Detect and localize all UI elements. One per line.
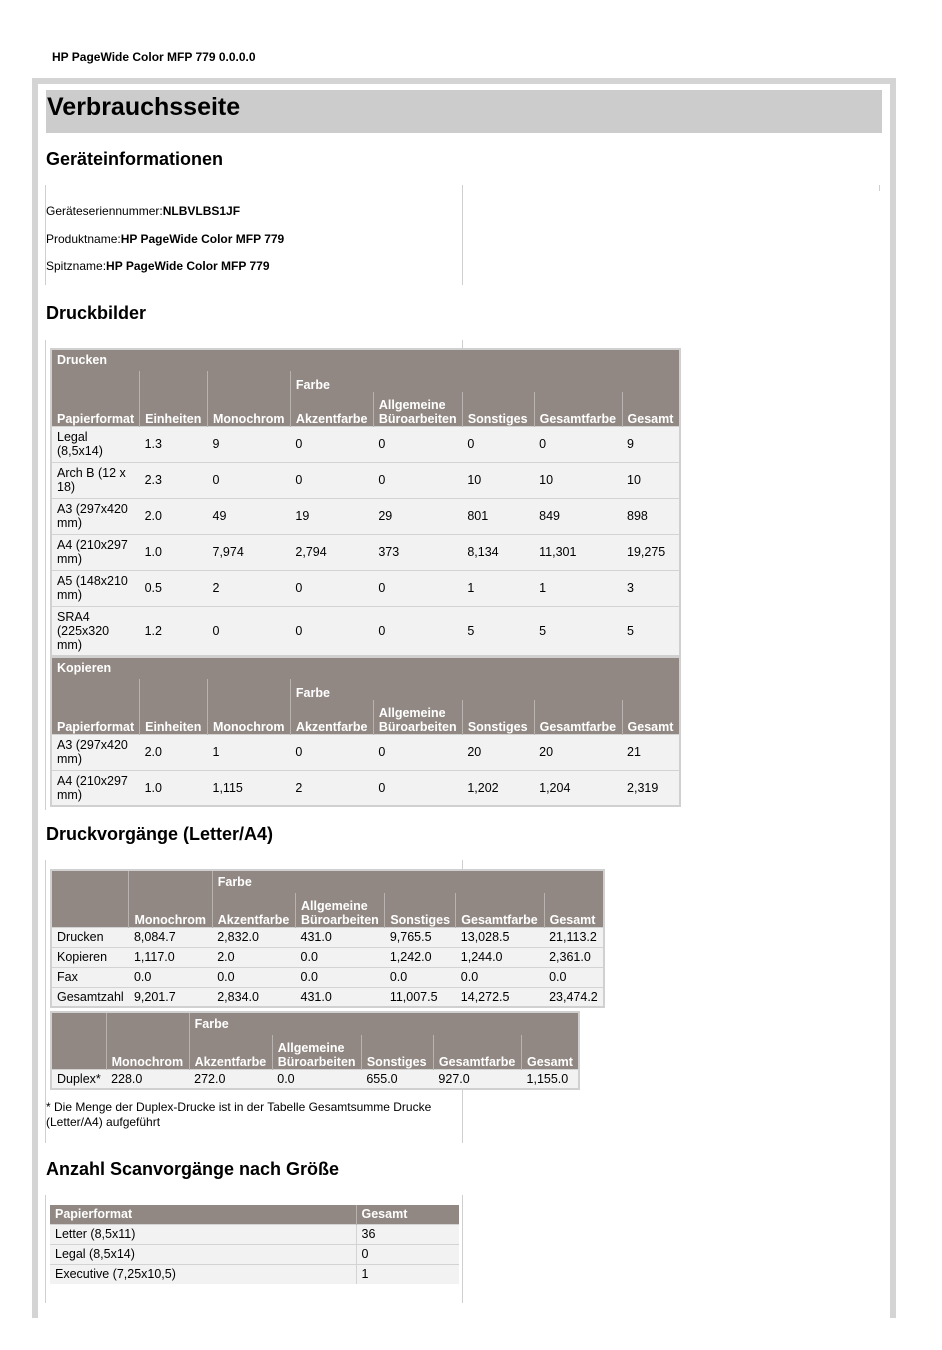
col-header-farbe: Farbe: [189, 1012, 579, 1035]
druckbilder-drucken-table: [50, 348, 681, 657]
col-header-allgemeine: Allgemeine Büroarbeiten: [296, 893, 385, 927]
table-row: [51, 1069, 579, 1089]
col-header-sonstiges: Sonstiges: [462, 392, 534, 426]
table-cell: 2.0: [140, 734, 208, 770]
col-header-akzentfarbe: Akzentfarbe: [290, 700, 373, 734]
col-header-gesamtfarbe: Gesamtfarbe: [534, 392, 622, 426]
table-cell: 1,202: [462, 770, 534, 806]
row-label: Duplex*: [51, 1069, 106, 1089]
table-cell: 2.0: [140, 498, 208, 534]
table-row: [51, 534, 680, 570]
col-header-farbe: Farbe: [290, 371, 680, 392]
table-cell: 1.2: [140, 606, 208, 656]
col-header-gesamt: Gesamt: [522, 1035, 579, 1069]
table-cell: 2,832.0: [212, 927, 295, 947]
table-cell: 2,794: [290, 534, 373, 570]
table-cell: 2,361.0: [544, 947, 604, 967]
col-header-monochrom: Monochrom: [208, 679, 291, 734]
serial-label: Geräteseriennummer:: [46, 204, 163, 218]
table-cell: 0: [290, 734, 373, 770]
row-label: A4 (210x297 mm): [51, 534, 140, 570]
col-header-einheiten: Einheiten: [140, 371, 208, 426]
row-label: Letter (8,5x11): [50, 1224, 356, 1244]
divider: [45, 1195, 46, 1303]
table-cell: 1,204: [534, 770, 622, 806]
table-row: [51, 770, 680, 806]
col-header-gesamt: Gesamt: [356, 1205, 459, 1224]
table-cell: 8,134: [462, 534, 534, 570]
row-label: A4 (210x297 mm): [51, 770, 140, 806]
model-title: HP PageWide Color MFP 779 0.0.0.0: [52, 50, 256, 64]
table-row: [51, 927, 604, 947]
table-cell: 0: [373, 606, 462, 656]
table-row: [51, 947, 604, 967]
table-cell: 801: [462, 498, 534, 534]
druckbilder-title: Druckbilder: [46, 303, 147, 323]
table-cell: 19,275: [622, 534, 680, 570]
table-cell: 13,028.5: [456, 927, 544, 947]
serial-value: NLBVLBS1JF: [162, 204, 241, 218]
table-cell: 20: [534, 734, 622, 770]
col-header-monochrom: Monochrom: [106, 1012, 189, 1069]
divider: [462, 185, 463, 285]
table-row: [51, 987, 604, 1007]
col-header-akzentfarbe: Akzentfarbe: [290, 392, 373, 426]
table-cell: 2.0: [212, 947, 295, 967]
druckvorgaenge-table: [50, 869, 605, 1008]
col-header-papierformat: Papierformat: [51, 679, 140, 734]
col-header-allgemeine: Allgemeine Büroarbeiten: [272, 1035, 361, 1069]
table-row: [51, 498, 680, 534]
col-header-allgemeine: Allgemeine Büroarbeiten: [373, 392, 462, 426]
table-row: [51, 967, 604, 987]
nickname-line: [46, 259, 270, 273]
table-cell: 2.3: [140, 462, 208, 498]
table-cell: 1: [462, 570, 534, 606]
table-row: [51, 570, 680, 606]
table-cell: 23,474.2: [544, 987, 604, 1007]
divider: [462, 1195, 463, 1303]
table-cell: 655.0: [361, 1069, 433, 1089]
table-cell: 1,242.0: [385, 947, 456, 967]
table-row: [50, 1224, 459, 1244]
table-cell: 1: [534, 570, 622, 606]
col-header-farbe: Farbe: [212, 870, 604, 893]
table-cell: 9,765.5: [385, 927, 456, 947]
table-cell: 0: [290, 426, 373, 462]
col-header-papierformat: Papierformat: [51, 371, 140, 426]
table-cell: 0.0: [212, 967, 295, 987]
col-header-sonstiges: Sonstiges: [462, 700, 534, 734]
table-cell: 29: [373, 498, 462, 534]
col-header-monochrom: Monochrom: [208, 371, 291, 426]
table-cell: 49: [208, 498, 291, 534]
col-header-farbe: Farbe: [290, 679, 680, 700]
druckvorgaenge-title: Druckvorgänge (Letter/A4): [46, 824, 274, 844]
table-cell: 2,319: [622, 770, 680, 806]
divider: [462, 1090, 463, 1143]
row-label: A3 (297x420 mm): [51, 498, 140, 534]
table-cell: 0: [290, 570, 373, 606]
table-cell: 7,974: [208, 534, 291, 570]
table-cell: 0: [373, 570, 462, 606]
col-header-gesamt: Gesamt: [544, 893, 604, 927]
col-header-sonstiges: Sonstiges: [361, 1035, 433, 1069]
table-cell: 0.0: [456, 967, 544, 987]
table-row: [50, 1244, 459, 1264]
nickname-label: Spitzname:: [46, 259, 107, 273]
table-cell: 21: [622, 734, 680, 770]
table-cell: 1,115: [208, 770, 291, 806]
table-cell: 0: [373, 734, 462, 770]
col-header-akzentfarbe: Akzentfarbe: [212, 893, 295, 927]
table-cell: 898: [622, 498, 680, 534]
row-label: Arch B (12 x 18): [51, 462, 140, 498]
col-header-gesamt: Gesamt: [622, 700, 680, 734]
druckbilder-kopieren-table: [50, 656, 681, 807]
table-row: [50, 1264, 459, 1284]
col-header-allgemeine: Allgemeine Büroarbeiten: [373, 700, 462, 734]
table-cell: 1: [356, 1264, 459, 1284]
col-header-monochrom: Monochrom: [129, 870, 212, 927]
col-header-empty: [51, 870, 129, 927]
product-value: HP PageWide Color MFP 779: [120, 232, 285, 246]
table-cell: 228.0: [106, 1069, 189, 1089]
col-header-akzentfarbe: Akzentfarbe: [189, 1035, 272, 1069]
table-cell: 0: [290, 606, 373, 656]
col-header-papierformat: Papierformat: [50, 1205, 356, 1224]
table-cell: 5: [534, 606, 622, 656]
table-cell: 0.0: [544, 967, 604, 987]
device-info-title: Geräteinformationen: [46, 149, 224, 169]
row-label: Kopieren: [51, 947, 129, 967]
table-row: [51, 462, 680, 498]
col-header-gesamtfarbe: Gesamtfarbe: [456, 893, 544, 927]
table-row: [51, 426, 680, 462]
table-cell: 8,084.7: [129, 927, 212, 947]
table-cell: 2,834.0: [212, 987, 295, 1007]
table-row: [51, 606, 680, 656]
table-cell: 20: [462, 734, 534, 770]
table-cell: 849: [534, 498, 622, 534]
table-cell: 19: [290, 498, 373, 534]
row-label: SRA4 (225x320 mm): [51, 606, 140, 656]
table-cell: 10: [622, 462, 680, 498]
table-cell: 9,201.7: [129, 987, 212, 1007]
table-cell: 2: [290, 770, 373, 806]
col-header-gesamt: Gesamt: [622, 392, 680, 426]
table-cell: 0: [373, 770, 462, 806]
table-cell: 0: [290, 462, 373, 498]
divider: [879, 185, 880, 191]
table-cell: 9: [622, 426, 680, 462]
scan-title: Anzahl Scanvorgänge nach Größe: [46, 1159, 340, 1179]
page-title: Verbrauchsseite: [46, 90, 882, 133]
table-cell: 431.0: [296, 987, 385, 1007]
serial-number-line: [46, 204, 240, 218]
row-label: Executive (7,25x10,5): [50, 1264, 356, 1284]
col-header-gesamtfarbe: Gesamtfarbe: [534, 700, 622, 734]
table-cell: 0.5: [140, 570, 208, 606]
table-cell: 0.0: [296, 967, 385, 987]
table-cell: 927.0: [433, 1069, 521, 1089]
nickname-value: HP PageWide Color MFP 779: [106, 259, 270, 273]
row-label: A3 (297x420 mm): [51, 734, 140, 770]
table-cell: 272.0: [189, 1069, 272, 1089]
table-cell: 11,007.5: [385, 987, 456, 1007]
table-cell: 431.0: [296, 927, 385, 947]
duplex-table: [50, 1011, 580, 1090]
col-header-sonstiges: Sonstiges: [385, 893, 456, 927]
row-label: Legal (8,5x14): [50, 1244, 356, 1264]
row-label: Fax: [51, 967, 129, 987]
table-cell: 0.0: [296, 947, 385, 967]
table-cell: 1.0: [140, 770, 208, 806]
table-cell: 1.0: [140, 534, 208, 570]
table-cell: 0: [534, 426, 622, 462]
table-cell: 0: [373, 426, 462, 462]
table-cell: 11,301: [534, 534, 622, 570]
scan-table: [50, 1205, 459, 1284]
table-cell: 1,244.0: [456, 947, 544, 967]
table-cell: 0.0: [272, 1069, 361, 1089]
table-cell: 9: [208, 426, 291, 462]
table-cell: 0: [356, 1244, 459, 1264]
divider: [45, 340, 46, 810]
table-cell: 1,117.0: [129, 947, 212, 967]
col-header-gesamtfarbe: Gesamtfarbe: [433, 1035, 521, 1069]
table-cell: 10: [462, 462, 534, 498]
table-cell: 1,155.0: [522, 1069, 579, 1089]
col-header-empty: [51, 1012, 106, 1069]
table-cell: 36: [356, 1224, 459, 1244]
table-cell: 1: [208, 734, 291, 770]
product-name-line: [46, 232, 284, 246]
row-label: Legal (8,5x14): [51, 426, 140, 462]
table-row: [51, 734, 680, 770]
table-cell: 0: [462, 426, 534, 462]
table-cell: 0.0: [129, 967, 212, 987]
table-caption: Drucken: [51, 349, 680, 371]
row-label: Gesamtzahl: [51, 987, 129, 1007]
product-label: Produktname:: [46, 232, 121, 246]
table-cell: 0: [373, 462, 462, 498]
table-cell: 0.0: [385, 967, 456, 987]
table-cell: 373: [373, 534, 462, 570]
row-label: Drucken: [51, 927, 129, 947]
table-cell: 5: [622, 606, 680, 656]
table-cell: 0: [208, 606, 291, 656]
table-cell: 1.3: [140, 426, 208, 462]
table-cell: 14,272.5: [456, 987, 544, 1007]
col-header-einheiten: Einheiten: [140, 679, 208, 734]
table-caption: Kopieren: [51, 657, 680, 679]
table-cell: 2: [208, 570, 291, 606]
table-cell: 5: [462, 606, 534, 656]
table-cell: 3: [622, 570, 680, 606]
duplex-footnote: * Die Menge der Duplex-Drucke ist in der Tabelle Gesamtsumme Drucke (Letter/A4) aufgeführt: [46, 1100, 432, 1129]
table-cell: 10: [534, 462, 622, 498]
row-label: A5 (148x210 mm): [51, 570, 140, 606]
table-cell: 0: [208, 462, 291, 498]
table-cell: 21,113.2: [544, 927, 604, 947]
